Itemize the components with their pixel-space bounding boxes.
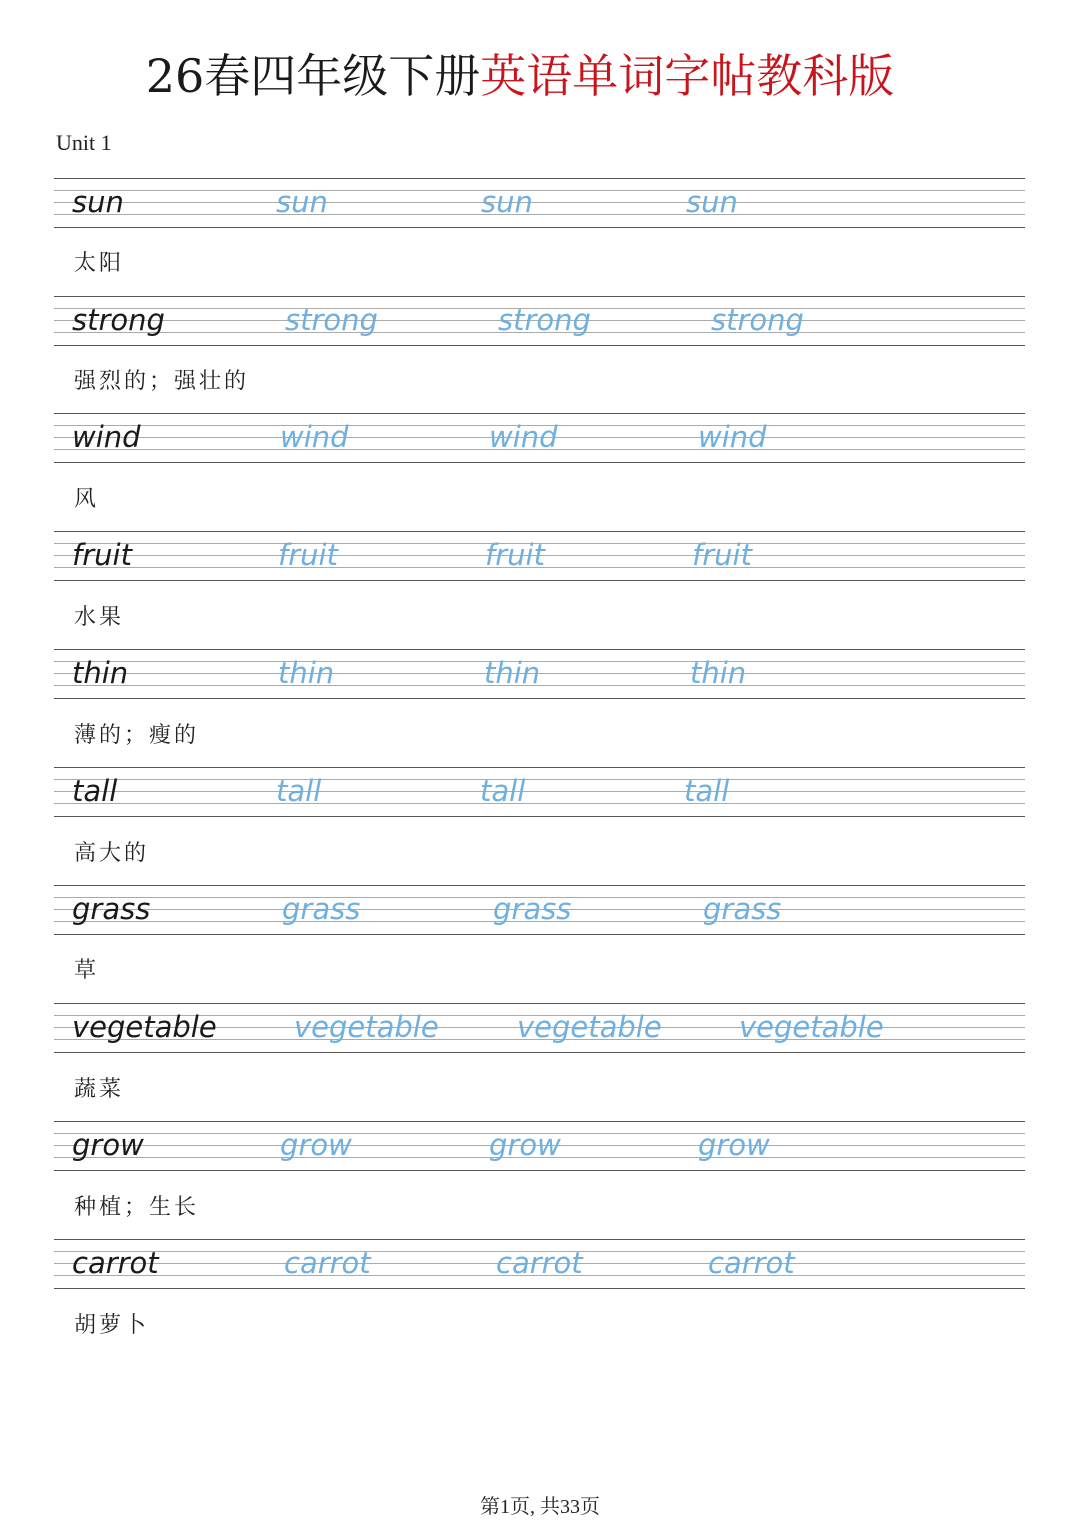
trace-word: sun: [481, 185, 533, 219]
trace-word: wind: [280, 420, 349, 454]
title-black-part: 26春四年级下册: [145, 49, 481, 103]
trace-word: carrot: [496, 1246, 583, 1280]
word-meaning: 强烈的；强壮的: [74, 369, 250, 394]
trace-word: grow: [489, 1128, 561, 1162]
ruling-line: [54, 462, 1025, 463]
ruling-line: [54, 1239, 1025, 1240]
ruling-line: [54, 649, 1025, 650]
trace-word: tall: [684, 774, 730, 808]
word-meaning: 草: [74, 958, 100, 983]
trace-word: grass: [703, 892, 782, 926]
page-number: 第1页, 共33页: [480, 1496, 600, 1518]
word-meaning: 蔬菜: [74, 1077, 125, 1102]
word-text: strong: [72, 303, 165, 337]
trace-word: thin: [484, 656, 541, 690]
ruling-line: [54, 531, 1025, 532]
word-row-vegetable: [54, 1003, 1025, 1053]
trace-word: fruit: [278, 538, 338, 572]
word-text: fruit: [72, 538, 132, 572]
trace-word: grass: [493, 892, 572, 926]
word-meaning: 风: [74, 487, 100, 512]
word-text: tall: [72, 774, 118, 808]
trace-word: thin: [690, 656, 747, 690]
trace-word: wind: [698, 420, 767, 454]
word-row-tall: [54, 767, 1025, 817]
trace-word: fruit: [692, 538, 752, 572]
word-meaning: 太阳: [74, 251, 125, 276]
trace-word: strong: [711, 303, 804, 337]
word-meaning: 高大的: [74, 841, 150, 866]
ruling-line: [54, 934, 1025, 935]
word-row-fruit: [54, 531, 1025, 581]
ruling-line: [54, 767, 1025, 768]
trace-word: fruit: [485, 538, 545, 572]
trace-word: grow: [698, 1128, 770, 1162]
trace-word: carrot: [708, 1246, 795, 1280]
ruling-line: [54, 214, 1025, 215]
trace-word: carrot: [284, 1246, 371, 1280]
word-row-strong: [54, 296, 1025, 346]
ruling-line: [54, 413, 1025, 414]
ruling-line: [54, 1170, 1025, 1171]
trace-word: strong: [285, 303, 378, 337]
ruling-line: [54, 202, 1025, 203]
trace-word: tall: [276, 774, 322, 808]
word-row-carrot: [54, 1239, 1025, 1289]
word-row-sun: [54, 178, 1025, 228]
word-meaning: 水果: [74, 605, 125, 630]
ruling-line: [54, 885, 1025, 886]
trace-word: vegetable: [517, 1010, 662, 1044]
ruling-line: [54, 779, 1025, 780]
trace-word: thin: [278, 656, 335, 690]
word-text: carrot: [72, 1246, 159, 1280]
ruling-line: [54, 296, 1025, 297]
ruling-line: [54, 345, 1025, 346]
ruling-line: [54, 791, 1025, 792]
ruling-line: [54, 698, 1025, 699]
ruling-line: [54, 1121, 1025, 1122]
title-red-part: 英语单词字帖教科版: [480, 49, 895, 103]
ruling-line: [54, 816, 1025, 817]
ruling-line: [54, 227, 1025, 228]
ruling-line: [54, 803, 1025, 804]
ruling-line: [54, 190, 1025, 191]
trace-word: vegetable: [294, 1010, 439, 1044]
word-meaning: 胡萝卜: [74, 1313, 150, 1338]
word-meaning: 种植；生长: [74, 1195, 200, 1220]
page-title: [0, 44, 1040, 108]
word-text: sun: [72, 185, 124, 219]
ruling-line: [54, 178, 1025, 179]
trace-word: vegetable: [739, 1010, 884, 1044]
word-row-thin: [54, 649, 1025, 699]
word-meaning: 薄的；瘦的: [74, 723, 200, 748]
ruling-line: [54, 1003, 1025, 1004]
word-text: grow: [72, 1128, 144, 1162]
word-row-grass: [54, 885, 1025, 935]
trace-word: wind: [489, 420, 558, 454]
word-text: vegetable: [72, 1010, 217, 1044]
word-text: wind: [72, 420, 141, 454]
word-text: thin: [72, 656, 129, 690]
unit-label: Unit 1: [56, 130, 112, 155]
ruling-line: [54, 1052, 1025, 1053]
trace-word: sun: [686, 185, 738, 219]
trace-word: sun: [276, 185, 328, 219]
ruling-line: [54, 1288, 1025, 1289]
trace-word: strong: [498, 303, 591, 337]
trace-word: tall: [480, 774, 526, 808]
trace-word: grass: [282, 892, 361, 926]
word-row-wind: [54, 413, 1025, 463]
word-row-grow: [54, 1121, 1025, 1171]
word-text: grass: [72, 892, 151, 926]
ruling-line: [54, 580, 1025, 581]
trace-word: grow: [280, 1128, 352, 1162]
